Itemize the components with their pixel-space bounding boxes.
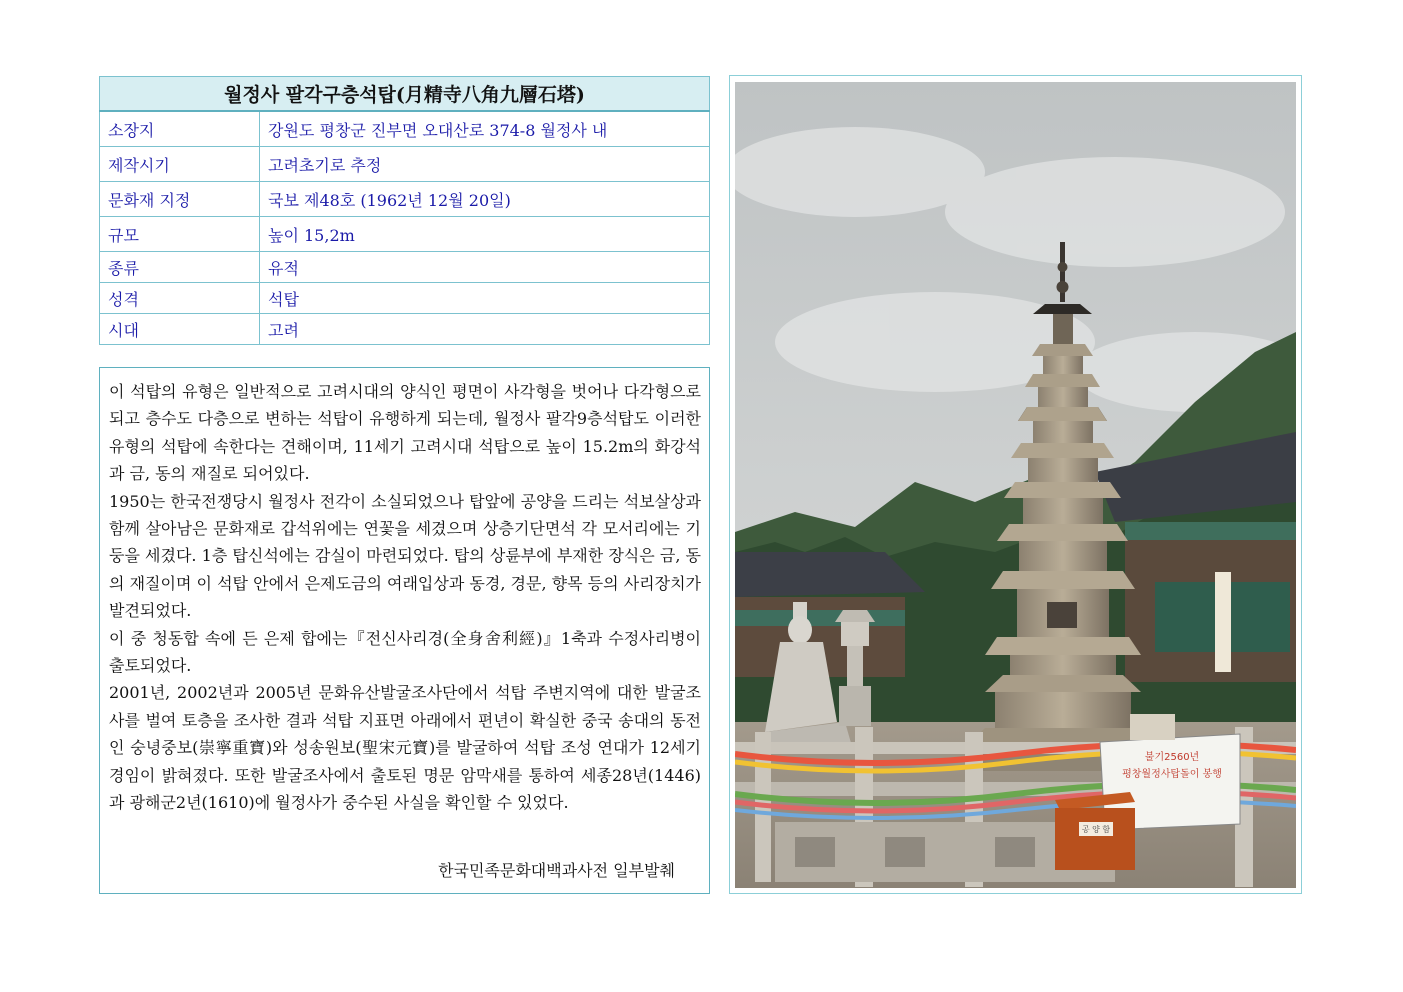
row-label: 성격 xyxy=(100,283,260,314)
title-row xyxy=(100,77,710,112)
photo-frame xyxy=(729,75,1302,894)
description-box xyxy=(99,367,710,894)
row-value: 고려 xyxy=(260,314,710,345)
source-citation: 한국민족문화대백과사전 일부발췌 xyxy=(438,861,675,880)
table-row xyxy=(100,252,710,283)
table-row xyxy=(100,283,710,314)
table-title: 월정사 팔각구층석탑(月精寺八角九層石塔) xyxy=(100,77,710,112)
pagoda-photo xyxy=(735,82,1296,888)
info-table xyxy=(99,76,710,345)
row-value: 높이 15,2m xyxy=(260,217,710,252)
description-paragraph: 이 석탑의 유형은 일반적으로 고려시대의 양식인 평면이 사각형을 벗어나 다각형으로 되고 층수도 다층으로 변하는 석탑이 유행하게 되는데, 월정사 팔각9층석탑도 이러한 유형의 석탑에 속한다는 견해이며, 11세기 고려시대 석탑으로 높이 15.2m의 화강석과 금, 동의 재질로 되어있다. xyxy=(109,382,701,484)
row-value: 석탑 xyxy=(260,283,710,314)
row-label: 문화재 지정 xyxy=(100,182,260,217)
banner-title: 불기2560년 xyxy=(1144,752,1200,763)
row-value: 고려초기로 추정 xyxy=(260,147,710,182)
row-label: 소장지 xyxy=(100,111,260,147)
table-row xyxy=(100,314,710,345)
banner-subtitle: 평창월정사탑돌이 봉행 xyxy=(1122,769,1222,780)
row-value: 강원도 평창군 진부면 오대산로 374-8 월정사 내 xyxy=(260,111,710,147)
table-row xyxy=(100,147,710,182)
row-label: 제작시기 xyxy=(100,147,260,182)
description-paragraph: 이 중 청동합 속에 든 은제 합에는『전신사리경(全身舍利經)』1축과 수정사리병이 출토되었다. xyxy=(109,628,701,676)
row-label: 규모 xyxy=(100,217,260,252)
table-row xyxy=(100,111,710,147)
temple-hall-left xyxy=(735,552,925,677)
table-row xyxy=(100,182,710,217)
row-label: 종류 xyxy=(100,252,260,283)
row-value: 국보 제48호 (1962년 12월 20일) xyxy=(260,182,710,217)
table-row xyxy=(100,217,710,252)
row-label: 시대 xyxy=(100,314,260,345)
description-paragraph: 1950는 한국전쟁당시 월정사 전각이 소실되었으나 탑앞에 공양을 드리는 석보살상과 함께 살아남은 문화재로 갑석위에는 연꽃을 세겼으며 상층기단면석 각 모서리에는 기둥을 세겼다. 1층 탑신석에는 감실이 마련되었다. 탑의 상륜부에 부재한 장식은 금, 동의 재질이며 이 석탑 안에서 은제도금의 여래입상과 동경, 경문, 향목 등의 사리장치가 발견되었다. xyxy=(109,491,701,621)
row-value: 유적 xyxy=(260,252,710,283)
description-paragraph: 2001년, 2002년과 2005년 문화유산발굴조사단에서 석탑 주변지역에 대한 발굴조사를 벌여 토층을 조사한 결과 석탑 지표면 아래에서 편년이 확실한 중국 송대의 동전인 숭녕중보(崇寧重寶)와 성송원보(聖宋元寶)를 발굴하여 석탑 조성 연대가 12세기경임이 밝혀졌다. 또한 발굴조사에서 출토된 명문 암막새를 통하여 세종28년(1446)과 광해군2년(1610)에 월정사가 중수된 사실을 확인할 수 있었다. xyxy=(109,683,701,813)
offering-box-label: 공 양 함 xyxy=(1081,825,1111,834)
